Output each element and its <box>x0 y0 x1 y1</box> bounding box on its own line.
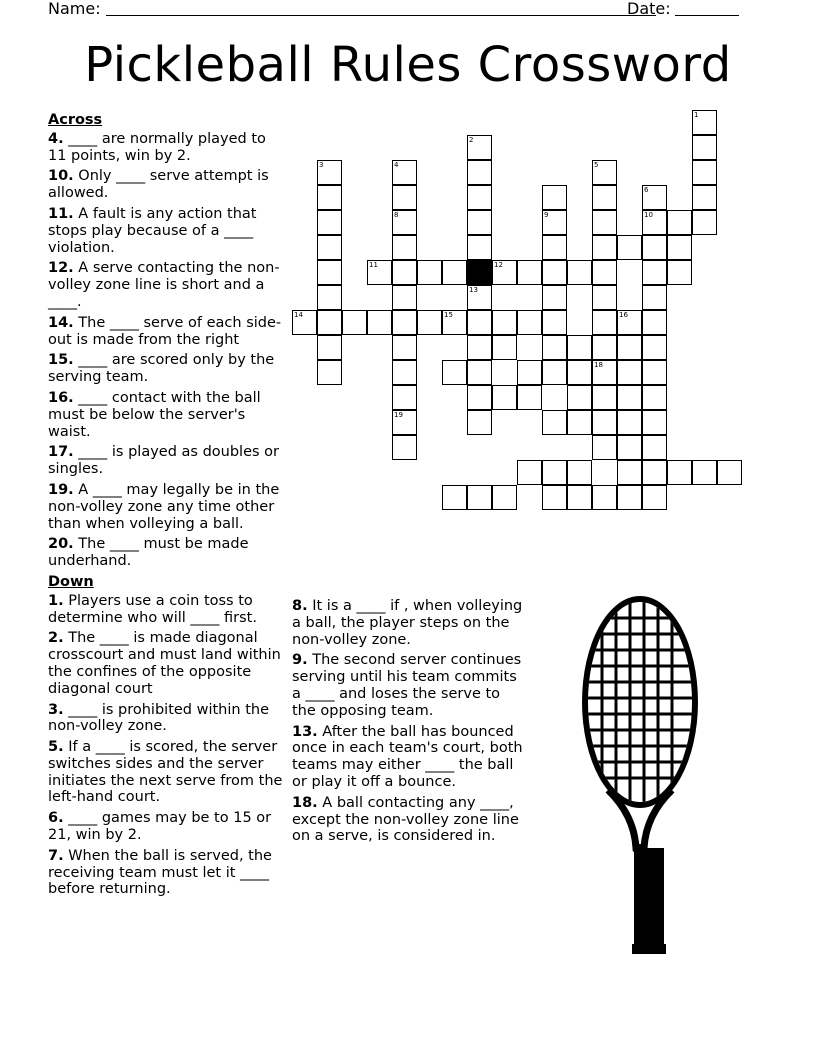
clue-item <box>48 702 284 736</box>
clue-text: The ____ must be made underhand. <box>48 536 249 570</box>
clue-text: ____ is played as doubles or singles. <box>48 444 279 478</box>
grid-cell[interactable] <box>542 235 567 260</box>
grid-cell[interactable] <box>642 260 667 285</box>
grid-cell[interactable] <box>317 310 342 335</box>
clue-text: A serve contacting the non-volley zone line is short and a ____. <box>48 260 280 310</box>
clue-number: 3. <box>48 701 64 718</box>
grid-cell[interactable] <box>492 260 517 285</box>
grid-cell[interactable] <box>467 360 492 385</box>
clue-number: 8. <box>292 598 308 614</box>
clue-item <box>48 444 284 478</box>
clue-text: The second server continues serving until his team commits a ____ and loses the serve to the opposing team. <box>292 652 522 719</box>
clue-item <box>48 315 284 349</box>
grid-cell[interactable] <box>667 460 692 485</box>
grid-cell[interactable] <box>292 310 317 335</box>
grid-cell[interactable] <box>617 435 642 460</box>
grid-cell[interactable] <box>492 485 517 510</box>
clue-item <box>48 260 284 310</box>
clue-text: A ball contacting any ____, except the non-volley zone line on a serve, is considered in. <box>292 794 519 845</box>
clue-number: 2. <box>48 630 64 647</box>
grid-cell[interactable] <box>392 360 417 385</box>
grid-cell[interactable] <box>617 410 642 435</box>
clue-text: A fault is any action that stops play because of a ____ violation. <box>48 205 257 256</box>
grid-cell[interactable] <box>567 485 592 510</box>
grid-cell[interactable] <box>542 310 567 335</box>
clue-number: 12. <box>48 260 74 277</box>
grid-cell[interactable] <box>542 285 567 310</box>
grid-cell[interactable] <box>642 285 667 310</box>
grid-cell[interactable] <box>642 235 667 260</box>
grid-cell[interactable] <box>392 210 417 235</box>
clue-text: ____ are scored only by the serving team. <box>48 352 275 386</box>
clue-number: 19. <box>48 481 74 498</box>
grid-cell[interactable] <box>717 460 742 485</box>
grid-cell[interactable] <box>567 260 592 285</box>
grid-cell[interactable] <box>492 335 517 360</box>
grid-cell[interactable] <box>367 310 392 335</box>
clue-item <box>292 652 528 719</box>
grid-cell[interactable] <box>692 210 717 235</box>
clue-item <box>48 739 284 806</box>
grid-cell[interactable] <box>467 410 492 435</box>
grid-cell[interactable] <box>692 135 717 160</box>
grid-cell[interactable] <box>317 210 342 235</box>
grid-cell[interactable] <box>442 360 467 385</box>
clue-number: 5. <box>48 739 64 756</box>
clue-text: Only ____ serve attempt is allowed. <box>48 168 269 202</box>
clue-item <box>292 795 528 845</box>
clue-item <box>48 848 284 898</box>
grid-cell[interactable] <box>392 235 417 260</box>
grid-cell[interactable] <box>667 260 692 285</box>
clue-text: A ____ may legally be in the non-volley zone any time other than when volleying a ball. <box>48 481 280 532</box>
clue-item <box>48 390 284 440</box>
name-label: Name: <box>48 0 101 18</box>
grid-cell[interactable] <box>392 335 417 360</box>
grid-cell[interactable] <box>467 310 492 335</box>
grid-cell[interactable] <box>617 235 642 260</box>
cell-number: 4 <box>394 161 399 169</box>
grid-cell[interactable] <box>392 160 417 185</box>
grid-cell[interactable] <box>542 460 567 485</box>
clue-number: 11. <box>48 205 74 222</box>
grid-cell[interactable] <box>592 385 617 410</box>
pickleball-racket-icon <box>578 590 702 958</box>
grid-cell[interactable] <box>642 385 667 410</box>
clue-text: The ____ is made diagonal crosscourt and must land within the confines of the opposite diagonal court <box>48 630 281 697</box>
grid-cell[interactable] <box>542 210 567 235</box>
clue-column-left <box>48 112 284 902</box>
down-heading: Down <box>48 573 94 590</box>
grid-cell[interactable] <box>317 285 342 310</box>
clue-text: ____ are normally played to 11 points, win by 2. <box>48 130 266 164</box>
grid-cell[interactable] <box>392 185 417 210</box>
clue-number: 16. <box>48 389 74 406</box>
grid-cell[interactable] <box>392 385 417 410</box>
clue-item <box>48 352 284 386</box>
grid-cell[interactable] <box>642 310 667 335</box>
grid-cell[interactable] <box>642 410 667 435</box>
grid-cell[interactable] <box>492 385 517 410</box>
grid-cell[interactable] <box>517 360 542 385</box>
clue-item <box>292 598 528 648</box>
grid-cell[interactable] <box>592 310 617 335</box>
grid-cell[interactable] <box>592 235 617 260</box>
clue-number: 1. <box>48 592 64 609</box>
cell-number: 8 <box>394 211 399 219</box>
grid-cell[interactable] <box>592 435 617 460</box>
cell-number: 9 <box>544 211 549 219</box>
down-clue-list-continued <box>292 598 528 845</box>
cell-number: 16 <box>619 311 628 319</box>
grid-cell[interactable] <box>617 360 642 385</box>
clue-number: 6. <box>48 810 64 827</box>
grid-cell[interactable] <box>317 160 342 185</box>
clue-item <box>292 724 528 791</box>
grid-cell[interactable] <box>467 185 492 210</box>
down-clue-list <box>48 593 284 899</box>
clue-number: 4. <box>48 130 64 147</box>
grid-cell[interactable] <box>542 260 567 285</box>
grid-cell[interactable] <box>517 260 542 285</box>
clue-text: It is a ____ if , when volleying a ball, the player steps on the non-volley zone. <box>292 598 523 648</box>
grid-cell[interactable] <box>642 335 667 360</box>
grid-cell[interactable] <box>567 335 592 360</box>
cell-number: 2 <box>469 136 474 144</box>
grid-cell[interactable] <box>592 210 617 235</box>
grid-cell[interactable] <box>442 485 467 510</box>
grid-cell[interactable] <box>417 260 442 285</box>
grid-cell[interactable] <box>392 410 417 435</box>
grid-cell[interactable] <box>542 360 567 385</box>
clue-text: After the ball has bounced once in each team's court, both teams may either ____ the ball or play it off a bounce. <box>292 723 523 790</box>
grid-cell[interactable] <box>592 335 617 360</box>
grid-cell[interactable] <box>517 310 542 335</box>
grid-cell[interactable] <box>542 485 567 510</box>
grid-cell[interactable] <box>517 385 542 410</box>
grid-cell[interactable] <box>667 210 692 235</box>
clue-number: 15. <box>48 352 74 369</box>
clue-item <box>48 593 284 627</box>
grid-cell[interactable] <box>467 485 492 510</box>
across-clue-list <box>48 131 284 570</box>
cell-number: 1 <box>694 111 699 119</box>
grid-cell[interactable] <box>367 260 392 285</box>
grid-cell[interactable] <box>567 360 592 385</box>
name-date-header <box>48 0 748 20</box>
grid-cell[interactable] <box>467 385 492 410</box>
name-field[interactable] <box>106 15 656 16</box>
grid-cell[interactable] <box>542 410 567 435</box>
cell-number: 15 <box>444 311 453 319</box>
grid-block <box>467 260 492 285</box>
grid-cell[interactable] <box>317 335 342 360</box>
grid-cell[interactable] <box>617 310 642 335</box>
grid-cell[interactable] <box>317 185 342 210</box>
cell-number: 12 <box>494 261 503 269</box>
cell-number: 6 <box>644 186 649 194</box>
clue-column-right <box>292 598 528 849</box>
grid-cell[interactable] <box>317 360 342 385</box>
grid-cell[interactable] <box>617 335 642 360</box>
clue-text: The ____ serve of each side-out is made from the right <box>48 314 282 348</box>
grid-cell[interactable] <box>342 310 367 335</box>
clue-text: When the ball is served, the receiving team must let it ____ before returning. <box>48 847 272 898</box>
cell-number: 14 <box>294 311 303 319</box>
grid-cell[interactable] <box>642 485 667 510</box>
grid-cell[interactable] <box>592 410 617 435</box>
clue-number: 7. <box>48 847 64 864</box>
grid-cell[interactable] <box>692 110 717 135</box>
grid-cell[interactable] <box>642 185 667 210</box>
grid-cell[interactable] <box>467 335 492 360</box>
grid-cell[interactable] <box>317 260 342 285</box>
clue-item <box>48 630 284 697</box>
grid-cell[interactable] <box>567 410 592 435</box>
grid-cell[interactable] <box>617 460 642 485</box>
grid-cell[interactable] <box>392 260 417 285</box>
grid-cell[interactable] <box>542 335 567 360</box>
grid-cell[interactable] <box>592 360 617 385</box>
date-field[interactable] <box>675 15 739 16</box>
clue-text: Players use a coin toss to determine who will ____ first. <box>48 592 257 626</box>
clue-text: ____ is prohibited within the non-volley zone. <box>48 701 269 735</box>
date-label: Date: <box>627 0 671 18</box>
page-title: Pickleball Rules Crossword <box>84 37 732 93</box>
grid-cell[interactable] <box>392 285 417 310</box>
clue-text: ____ contact with the ball must be below the server's waist. <box>48 389 261 440</box>
grid-cell[interactable] <box>467 135 492 160</box>
grid-cell[interactable] <box>517 460 542 485</box>
grid-cell[interactable] <box>692 460 717 485</box>
clue-number: 9. <box>292 652 308 669</box>
grid-cell[interactable] <box>692 160 717 185</box>
grid-cell[interactable] <box>592 160 617 185</box>
clue-number: 14. <box>48 314 74 331</box>
cell-number: 3 <box>319 161 324 169</box>
clue-item <box>48 131 284 165</box>
clue-item <box>48 810 284 844</box>
clue-text: ____ games may be to 15 or 21, win by 2. <box>48 810 272 844</box>
grid-cell[interactable] <box>692 185 717 210</box>
grid-cell[interactable] <box>467 235 492 260</box>
cell-number: 13 <box>469 286 478 294</box>
grid-cell[interactable] <box>567 460 592 485</box>
grid-cell[interactable] <box>667 235 692 260</box>
grid-cell[interactable] <box>392 310 417 335</box>
grid-cell[interactable] <box>617 385 642 410</box>
grid-cell[interactable] <box>592 485 617 510</box>
grid-cell[interactable] <box>442 260 467 285</box>
cell-number: 11 <box>369 261 378 269</box>
grid-cell[interactable] <box>317 235 342 260</box>
clue-number: 20. <box>48 536 74 553</box>
clue-number: 10. <box>48 168 74 185</box>
cell-number: 10 <box>644 211 653 219</box>
grid-cell[interactable] <box>492 310 517 335</box>
grid-cell[interactable] <box>617 485 642 510</box>
grid-cell[interactable] <box>567 385 592 410</box>
grid-cell[interactable] <box>417 310 442 335</box>
across-heading: Across <box>48 112 103 128</box>
clue-number: 18. <box>292 794 318 811</box>
clue-item <box>48 482 284 532</box>
cell-number: 18 <box>594 361 603 369</box>
grid-cell[interactable] <box>642 210 667 235</box>
grid-cell[interactable] <box>592 260 617 285</box>
clue-item <box>48 168 284 202</box>
clue-item <box>48 206 284 256</box>
clue-number: 17. <box>48 444 74 461</box>
grid-cell[interactable] <box>642 435 667 460</box>
grid-cell[interactable] <box>467 210 492 235</box>
cell-number: 5 <box>594 161 599 169</box>
grid-cell[interactable] <box>467 160 492 185</box>
clue-number: 13. <box>292 723 318 740</box>
grid-cell[interactable] <box>467 285 492 310</box>
grid-cell[interactable] <box>592 285 617 310</box>
grid-cell[interactable] <box>642 360 667 385</box>
clue-text: If a ____ is scored, the server switches sides and the server initiates the next serve from the left-hand court. <box>48 739 283 806</box>
grid-cell[interactable] <box>442 310 467 335</box>
grid-cell[interactable] <box>592 185 617 210</box>
clue-item <box>48 536 284 570</box>
cell-number: 19 <box>394 411 403 419</box>
grid-cell[interactable] <box>392 435 417 460</box>
grid-cell[interactable] <box>642 460 667 485</box>
grid-cell[interactable] <box>542 185 567 210</box>
